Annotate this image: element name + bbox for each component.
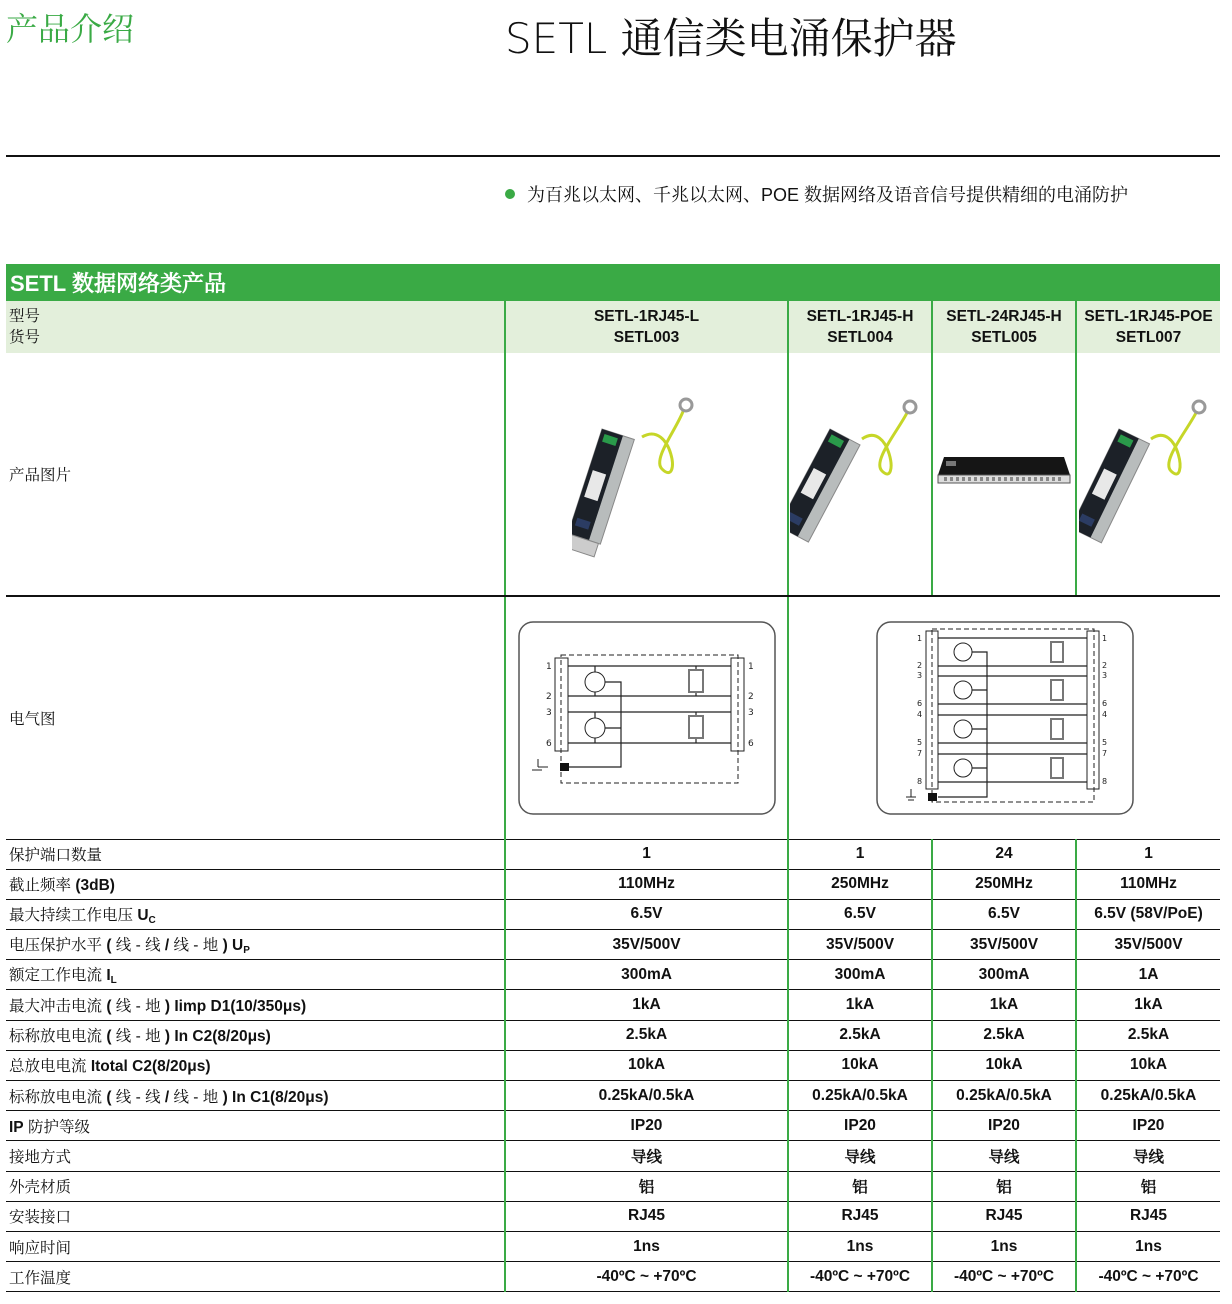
bullet-dot-icon — [505, 189, 515, 199]
spec-value: 35V/500V — [932, 930, 1076, 960]
spec-label — [6, 1171, 505, 1201]
title-divider — [6, 155, 1220, 157]
spec-row — [6, 930, 1220, 960]
spec-label — [6, 1111, 505, 1141]
product-header-cell — [788, 301, 932, 353]
svg-text:3: 3 — [545, 707, 552, 718]
spec-label-text: 最大持续工作电压 U — [9, 906, 149, 924]
spec-row — [6, 869, 1220, 899]
svg-text:5: 5 — [916, 737, 922, 747]
spec-label — [6, 960, 505, 990]
circuit-diagram-4-wire — [518, 621, 776, 815]
spec-row — [6, 1171, 1220, 1201]
spec-row — [6, 1262, 1220, 1292]
header-row — [6, 301, 1220, 353]
spec-row — [6, 990, 1220, 1020]
spec-value: IP20 — [505, 1111, 788, 1141]
spec-label-text: 最大冲击电流 ( 线 - 地 ) Iimp D1(10/350μs) — [9, 998, 307, 1016]
spec-value: 导线 — [1076, 1141, 1220, 1171]
spec-value: 1kA — [505, 990, 788, 1020]
rack-mount-panel-image — [936, 449, 1072, 499]
spec-row — [6, 1020, 1220, 1050]
svg-text:2: 2 — [747, 691, 754, 702]
svg-text:2: 2 — [916, 660, 922, 670]
spec-value: 2.5kA — [788, 1020, 932, 1050]
spec-value: 1kA — [788, 990, 932, 1020]
spec-value: 110MHz — [505, 869, 788, 899]
electrical-diagram-cell — [505, 596, 788, 839]
spec-label-text: 电压保护水平 ( 线 - 线 / 线 - 地 ) U — [9, 937, 244, 955]
spec-row — [6, 839, 1220, 869]
svg-text:4: 4 — [1101, 709, 1107, 719]
spec-label — [6, 930, 505, 960]
spec-label-subscript: C — [148, 914, 156, 926]
product-model: SETL-1RJ45-L — [593, 308, 700, 325]
svg-text:5: 5 — [1101, 737, 1107, 747]
spec-value: IP20 — [1076, 1111, 1220, 1141]
spec-row — [6, 899, 1220, 929]
spec-value: 10kA — [788, 1050, 932, 1080]
electrical-diagram-row — [6, 596, 1220, 839]
spec-value: 导线 — [788, 1141, 932, 1171]
spec-label-text: 工作温度 — [9, 1269, 72, 1287]
spec-value: 1ns — [1076, 1231, 1220, 1261]
spec-value: 0.25kA/0.5kA — [788, 1081, 932, 1111]
spec-value: 35V/500V — [788, 930, 932, 960]
spec-value: 300mA — [505, 960, 788, 990]
product-image-cell — [1076, 353, 1220, 596]
spec-row — [6, 1050, 1220, 1080]
spec-value: RJ45 — [1076, 1201, 1220, 1231]
product-article: SETL004 — [827, 329, 893, 346]
spec-label — [6, 990, 505, 1020]
spec-label — [6, 899, 505, 929]
spec-value: 35V/500V — [1076, 930, 1220, 960]
spec-row — [6, 1081, 1220, 1111]
spec-value: 24 — [932, 839, 1076, 869]
single-port-spd-image — [790, 389, 930, 559]
spec-value: 0.25kA/0.5kA — [505, 1081, 788, 1111]
spec-value: 300mA — [788, 960, 932, 990]
spec-label-text: 外壳材质 — [9, 1179, 72, 1197]
spec-value: 0.25kA/0.5kA — [1076, 1081, 1220, 1111]
row-label: 电气图 — [6, 596, 505, 839]
spec-value: 铝 — [505, 1171, 788, 1201]
product-image-cell — [505, 353, 788, 596]
spec-value: 1 — [788, 839, 932, 869]
svg-text:2: 2 — [1101, 660, 1107, 670]
spec-value: 300mA — [932, 960, 1076, 990]
spec-label-text: IP 防护等级 — [9, 1118, 90, 1136]
spec-label — [6, 839, 505, 869]
spec-label — [6, 1020, 505, 1050]
svg-text:1: 1 — [545, 661, 552, 672]
spec-row — [6, 1201, 1220, 1231]
spec-row — [6, 1141, 1220, 1171]
spec-label-text: 总放电电流 Itotal C2(8/20μs) — [9, 1058, 211, 1076]
spec-value: 铝 — [788, 1171, 932, 1201]
section-label: 产品介绍 — [6, 10, 135, 48]
header-label-cell — [6, 301, 505, 353]
spec-label — [6, 1050, 505, 1080]
row-label: 产品图片 — [6, 353, 505, 596]
spec-label — [6, 869, 505, 899]
spec-label — [6, 1081, 505, 1111]
spec-value: 35V/500V — [505, 930, 788, 960]
spec-value: -40ºC ~ +70ºC — [932, 1262, 1076, 1292]
spec-label — [6, 1231, 505, 1261]
product-model: SETL-1RJ45-H — [806, 308, 914, 325]
svg-text:3: 3 — [747, 707, 754, 718]
spec-value: 2.5kA — [505, 1020, 788, 1050]
spec-label — [6, 1201, 505, 1231]
spec-label — [6, 1141, 505, 1171]
spec-row — [6, 960, 1220, 990]
table-group-title: SETL 数据网络类产品 — [6, 264, 1220, 301]
spec-label-subscript: L — [110, 975, 117, 987]
spec-value: 6.5V — [505, 899, 788, 929]
spec-label-text: 保护端口数量 — [9, 847, 103, 865]
single-port-spd-image — [572, 389, 722, 559]
svg-text:6: 6 — [545, 738, 552, 749]
product-image-row — [6, 353, 1220, 596]
product-model: SETL-24RJ45-H — [946, 308, 1062, 325]
svg-text:7: 7 — [916, 748, 922, 758]
spec-value: 1kA — [932, 990, 1076, 1020]
product-image-cell — [932, 353, 1076, 596]
product-article: SETL003 — [613, 329, 680, 346]
spec-label-text: 额定工作电流 I — [9, 967, 111, 985]
spec-value: -40ºC ~ +70ºC — [505, 1262, 788, 1292]
svg-text:1: 1 — [747, 661, 754, 672]
spec-label-subscript: P — [243, 945, 250, 957]
spec-value: 2.5kA — [1076, 1020, 1220, 1050]
spec-value: 铝 — [932, 1171, 1076, 1201]
electrical-diagram-cell — [788, 596, 1220, 839]
spec-value: IP20 — [932, 1111, 1076, 1141]
feature-bullet-text: 为百兆以太网、千兆以太网、POE 数据网络及语音信号提供精细的电涌防护 — [527, 185, 1129, 205]
product-header-cell — [1076, 301, 1220, 353]
article-label: 货号 — [9, 329, 41, 346]
spec-value: 1ns — [788, 1231, 932, 1261]
spec-value: 110MHz — [1076, 869, 1220, 899]
spec-label-text: 安装接口 — [9, 1209, 72, 1227]
spec-value: 1ns — [932, 1231, 1076, 1261]
spec-value: 2.5kA — [932, 1020, 1076, 1050]
product-header-cell — [932, 301, 1076, 353]
svg-text:3: 3 — [916, 670, 922, 680]
spec-value: 10kA — [1076, 1050, 1220, 1080]
svg-text:2: 2 — [545, 691, 552, 702]
svg-text:8: 8 — [916, 776, 922, 786]
spec-label-text: 标称放电电流 ( 线 - 线 / 线 - 地 ) In C1(8/20μs) — [9, 1088, 329, 1106]
svg-text:1: 1 — [916, 633, 922, 643]
svg-text:3: 3 — [1101, 670, 1107, 680]
spec-row — [6, 1231, 1220, 1261]
spec-value: 10kA — [505, 1050, 788, 1080]
spec-value: 1 — [505, 839, 788, 869]
spec-value: 1A — [1076, 960, 1220, 990]
svg-text:4: 4 — [916, 709, 922, 719]
svg-text:6: 6 — [1101, 698, 1107, 708]
spec-value: 1kA — [1076, 990, 1220, 1020]
spec-value: RJ45 — [505, 1201, 788, 1231]
spec-value: 0.25kA/0.5kA — [932, 1081, 1076, 1111]
product-article: SETL007 — [1115, 329, 1182, 346]
spec-value: IP20 — [788, 1111, 932, 1141]
spec-value: 导线 — [505, 1141, 788, 1171]
spec-value: 6.5V — [932, 899, 1076, 929]
svg-text:6: 6 — [747, 738, 754, 749]
spec-value: 6.5V — [788, 899, 932, 929]
spec-value: 250MHz — [788, 869, 932, 899]
svg-text:6: 6 — [916, 698, 922, 708]
svg-text:7: 7 — [1101, 748, 1107, 758]
svg-text:8: 8 — [1101, 776, 1107, 786]
circuit-diagram-8-wire — [876, 621, 1134, 815]
product-model: SETL-1RJ45-POE — [1084, 308, 1213, 325]
spec-value: -40ºC ~ +70ºC — [1076, 1262, 1220, 1292]
spec-value: 6.5V (58V/PoE) — [1076, 899, 1220, 929]
spec-value: 10kA — [932, 1050, 1076, 1080]
model-label: 型号 — [9, 308, 41, 325]
product-spec-table — [6, 264, 1220, 1292]
spec-row — [6, 1111, 1220, 1141]
spec-label-text: 响应时间 — [9, 1239, 72, 1257]
product-image-cell — [788, 353, 932, 596]
spec-value: 铝 — [1076, 1171, 1220, 1201]
product-article: SETL005 — [971, 329, 1037, 346]
spec-value: RJ45 — [932, 1201, 1076, 1231]
spec-label-text: 标称放电电流 ( 线 - 地 ) In C2(8/20μs) — [9, 1028, 271, 1046]
product-header-cell — [505, 301, 788, 353]
single-port-spd-image — [1079, 389, 1219, 559]
spec-value: 导线 — [932, 1141, 1076, 1171]
spec-value: 1 — [1076, 839, 1220, 869]
spec-value: -40ºC ~ +70ºC — [788, 1262, 932, 1292]
spec-value: 250MHz — [932, 869, 1076, 899]
spec-value: 1ns — [505, 1231, 788, 1261]
spec-label-text: 截止频率 (3dB) — [9, 877, 115, 895]
spec-label-text: 接地方式 — [9, 1148, 72, 1166]
svg-text:1: 1 — [1101, 633, 1107, 643]
spec-value: RJ45 — [788, 1201, 932, 1231]
spec-label — [6, 1262, 505, 1292]
page-title: SETL 通信类电涌保护器 — [505, 14, 957, 63]
feature-bullet — [505, 181, 1128, 207]
